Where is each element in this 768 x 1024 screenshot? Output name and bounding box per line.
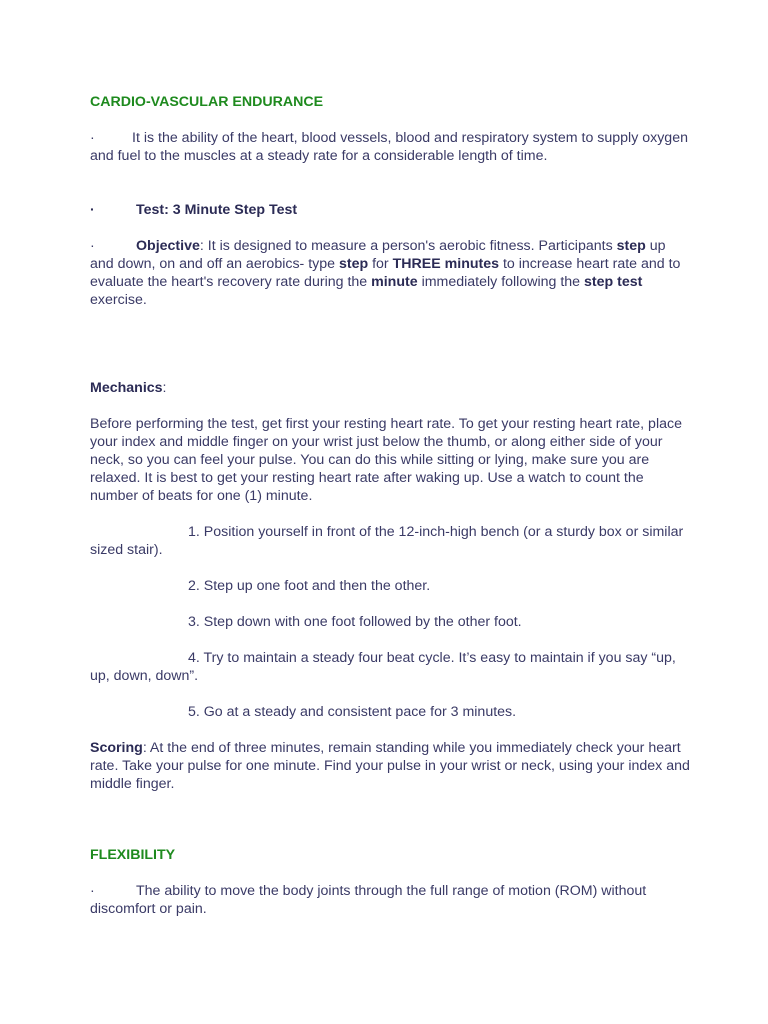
objective-text: exercise.: [90, 292, 147, 308]
test-label: Test: 3 Minute Step Test: [136, 202, 298, 218]
mechanics-step: [90, 613, 690, 631]
mechanics-step: [90, 649, 690, 685]
minute-emphasis: minute: [371, 274, 418, 290]
flexibility-definition: [90, 882, 690, 918]
flexibility-definition-text: The ability to move the body joints through the full range of motion (ROM) without discomfort or pain.: [90, 883, 647, 917]
objective-label: Objective: [136, 238, 200, 254]
bullet-glyph: ·: [90, 130, 95, 146]
objective-text: for: [368, 256, 393, 272]
bullet-glyph: ·: [90, 883, 95, 899]
mechanics-step-text: 1. Position yourself in front of the 12-inch-high bench (or a sturdy box or similar sized stair).: [90, 524, 684, 558]
objective-paragraph: [90, 237, 690, 309]
cardio-heading: CARDIO-VASCULAR ENDURANCE: [90, 94, 324, 110]
cardio-definition: [90, 129, 690, 165]
objective-text: : It is designed to measure a person's aerobic fitness. Participants: [199, 238, 617, 254]
step-emphasis: step: [616, 238, 646, 254]
scoring-label: Scoring: [90, 740, 143, 756]
test-line: [90, 201, 690, 219]
scoring-text: : At the end of three minutes, remain standing while you immediately check your heart rate. Take your pulse for one minute. Find your pulse in your wrist or neck, using your index and middle finger.: [90, 740, 690, 792]
mechanics-step: [90, 523, 690, 559]
mechanics-step-text: 5. Go at a steady and consistent pace for 3 minutes.: [188, 704, 517, 720]
mechanics-colon: :: [162, 380, 167, 396]
mechanics-step-text: 2. Step up one foot and then the other.: [188, 578, 431, 594]
objective-text: to increase heart rate and to evaluate the heart's recovery rate during the: [90, 256, 681, 290]
objective-text: immediately following the: [417, 274, 585, 290]
step-test-emphasis: step test: [584, 274, 643, 290]
bullet-glyph: ·: [90, 202, 95, 218]
step-emphasis: step: [338, 256, 369, 272]
mechanics-heading: [90, 379, 690, 397]
mechanics-step-text: 3. Step down with one foot followed by the other foot.: [188, 614, 522, 630]
mechanics-step: [90, 703, 690, 721]
mechanics-step: [90, 577, 690, 595]
objective-text: up and down, on and off an aerobics- type: [90, 238, 666, 272]
bullet-glyph: ·: [90, 238, 95, 254]
three-minutes-emphasis: THREE minutes: [392, 256, 500, 272]
mechanics-label: Mechanics: [90, 380, 163, 396]
cardio-definition-text: It is the ability of the heart, blood vessels, blood and respiratory system to supply oxygen and fuel to the muscles at a steady rate for a considerable length of time.: [90, 130, 688, 164]
scoring-paragraph: [90, 739, 690, 793]
flexibility-heading: FLEXIBILITY: [90, 847, 176, 863]
mechanics-intro: Before performing the test, get first your resting heart rate. To get your resting heart rate, place your index and middle finger on your wrist just below the thumb, or along either side of your neck, so you can feel your pulse. You can do this while sitting or lying, make sure you are relaxed. It is best to get your resting heart rate after waking up. Use a watch to count the number of beats for one (1) minute.: [90, 416, 682, 504]
mechanics-step-text: 4. Try to maintain a steady four beat cycle. It’s easy to maintain if you say “up, up, down, down”.: [90, 650, 676, 684]
